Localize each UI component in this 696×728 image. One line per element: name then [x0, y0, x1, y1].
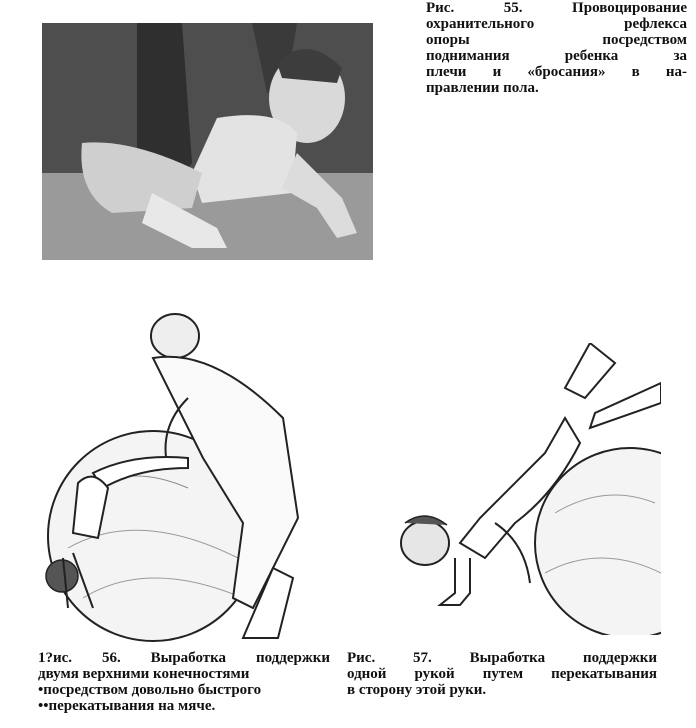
caption-line: поднимания ребенка за	[426, 48, 687, 64]
caption-line: Рис. 57. Выработка поддержки	[347, 650, 657, 666]
caption-line: одной рукой путем перекатывания	[347, 666, 657, 682]
figure-55-photo	[42, 23, 373, 260]
caption-line: плечи и «бросания» в на-	[426, 64, 687, 80]
caption-line: двумя верхними конечностями	[38, 666, 250, 682]
figure-56-drawing	[38, 308, 328, 643]
figure-56-caption	[38, 650, 330, 714]
caption-line: в сторону этой руки.	[347, 682, 487, 698]
caption-line: 1?ис. 56. Выработка поддержки	[38, 650, 330, 666]
figure-57-drawing	[385, 343, 661, 635]
caption-line: Рис. 55. Провоцирование	[426, 0, 687, 16]
caption-line: охранительного рефлекса	[426, 16, 687, 32]
figure-57-caption	[347, 650, 657, 698]
caption-line: опоры посредством	[426, 32, 687, 48]
figure-55-caption	[426, 0, 687, 96]
caption-line: правлении пола.	[426, 80, 539, 96]
caption-line: •посредством довольно быстрого	[38, 682, 262, 698]
caption-line: ••перекатывания на мяче.	[38, 698, 216, 714]
